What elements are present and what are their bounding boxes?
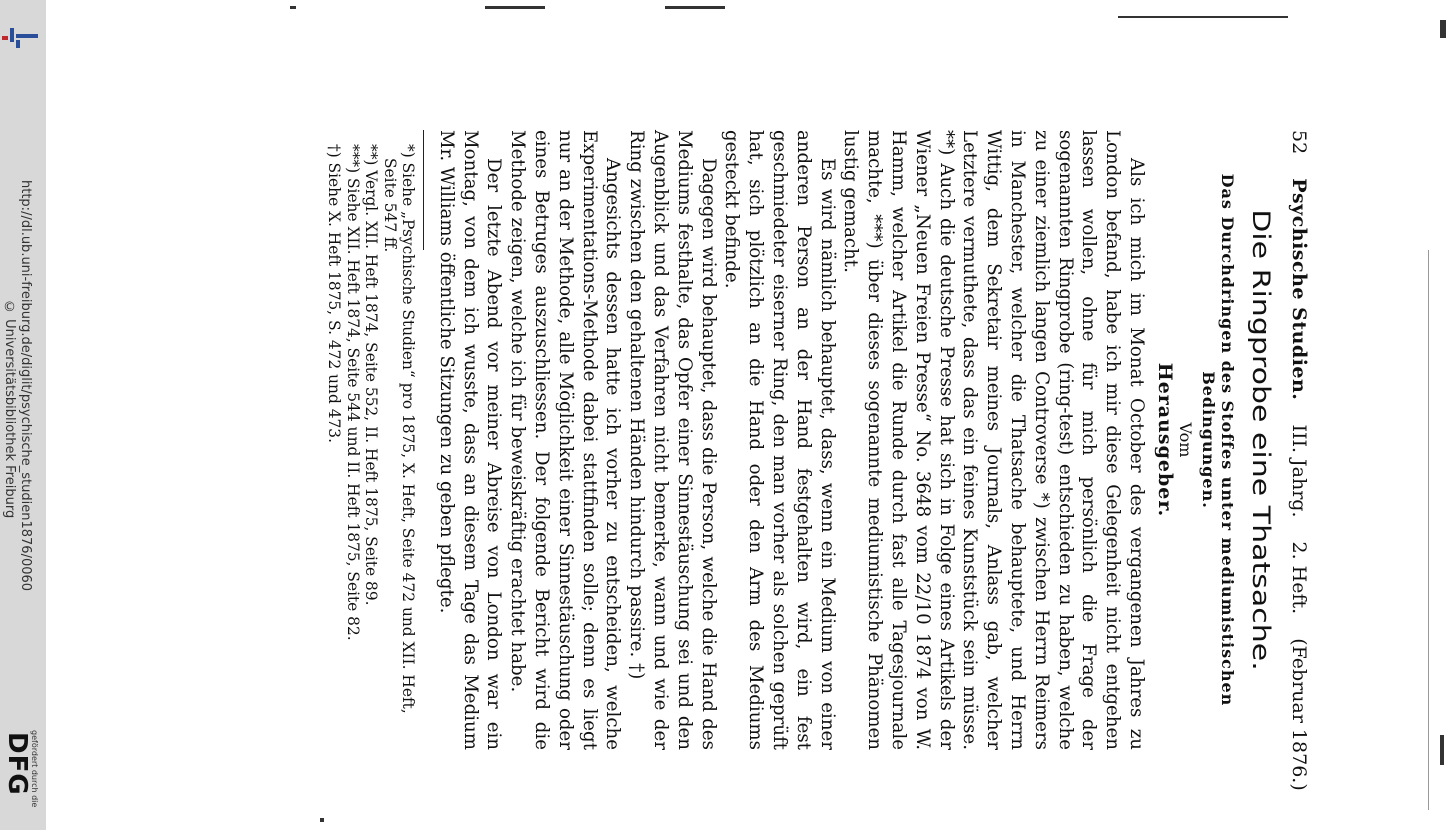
page-number: 52 [1288,130,1310,155]
library-logo-icon [0,14,40,54]
document-url[interactable]: http://dl.ub.uni-freiburg.de/diglit/psychische_studien1876/0060 [18,180,33,592]
scan-artifact [1118,16,1288,18]
footnote: ***) Siehe XII. Heft 1874, Seite 544 und II. Heft 1875, Seite 82. [343,144,362,641]
running-header [1288,130,1310,791]
paragraph: Als ich mich im Monat October des vergangenen Jahres zu London befand, habe ich mir diese Gelegenheit nicht entgehen lassen wollen, ohne für mich persönlich die Frage der sogenannten Ringprobe (ring-test) entschieden zu haben, welche zu einer ziemlich langen Controverse *) zwischen Herrn Reimers in Manchester, welcher die Thatsache behauptete, und Herrn Wittig, dem Sekretair meines Journals, Anlass gab, welcher Letztere vermuthete, dass das ein feines Kunststück sein müsse. **) Auch die deutsche Presse hat sich in Folge eines Artikels der Wiener „Neuen Freien Presse“ No. 3648 vom 22/10 1874 von W. Hamm, welcher Artikel die Runde durch fast alle Tagesjournale machte, ***) über dieses sogenannte mediumistische Phänomen lustig gemacht. [840,130,1147,750]
footnote: **) Vergl. XII. Heft 1874, Seite 552, II. Heft 1875, Seite 89. [362,144,381,606]
scan-artifact [1440,735,1444,765]
paragraph: Dagegen wird behauptet, dass die Person, welche die Hand des Mediums festhalte, das Opfer einer Sinnestäuschung sei und den Augenblick und das Verfahren nicht bemerke, wann und wie der Ring zwischen den gehaltenen Händen hindurch passire. †) [626,130,719,750]
copyright-text: © Universitätsbibliothek Freiburg [2,300,17,519]
journal-name: Psychische Studien. [1288,178,1310,401]
scan-artifact [1440,20,1446,38]
funder-label: gefördert durch die [30,730,39,808]
article-body [434,130,1148,750]
paragraph: Angesichts dessen hatte ich vorher zu entscheiden, welche Experimentations-Methode dabei stattfinden solle; denn es liegt nur an der Methode, alle Möglichkeit einer Sinnestäuschung oder eines Betruges auszuschliessen. Der folgende Bericht wird die Methode zeigen, welche ich für beweiskräftig erachtet habe. [507,130,624,750]
footnote: *) Siehe „Psychische Studien“ pro 1875, X. Heft, Seite 472 und XII. Heft, Seite 547 ff. [380,144,418,714]
scan-artifact [290,6,296,9]
footnote: †) Siehe X. Heft 1875, S. 472 und 473. [325,144,344,443]
issue-date: (Februar 1876.) [1288,638,1310,791]
byline-prefix: Vom [1176,422,1195,458]
paragraph: Der letzte Abend vor meiner Abreise von London war ein Montag, von dem ich wusste, dass an diesem Tage das Medium Mr. Williams öffentliche Sitzungen zu geben pflegte. [435,130,505,750]
scan-artifact [485,6,545,9]
footnotes [325,130,418,750]
page-edge [1428,250,1433,810]
scan-artifact [320,818,324,822]
sidebar [0,0,46,830]
dfg-logo: DFG [2,732,32,796]
article-title: Die Ringprobe eine Thatsache. [1246,209,1275,671]
scanned-page [290,130,1310,791]
footnote-divider [423,130,424,250]
byline-name: Herausgeber. [1154,362,1176,518]
volume: III. Jahrg. [1288,424,1310,518]
issue: 2. Heft. [1288,541,1310,615]
article-subtitle: Das Durchdringen des Stoffes unter mediumistischen Bedingungen. [1199,173,1237,707]
paragraph: Es wird nämlich behauptet, dass, wenn ein Medium von einer anderen Person an der Hand festgehalten wird, ein fest geschmiedeter eiserner Ring, den man vorher als solchen geprüft hat, sich plötzlich an die Hand oder den Arm des Mediums gesteckt befinde. [721,130,838,750]
scan-artifact [665,6,725,9]
